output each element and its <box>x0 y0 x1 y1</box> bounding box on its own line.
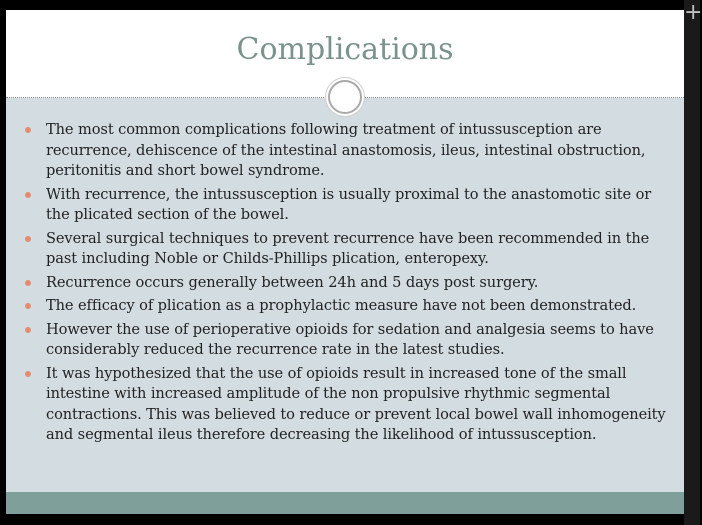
bullet-text: Recurrence occurs generally between 24h and 5 days post surgery. <box>46 273 539 291</box>
right-panel <box>684 0 700 525</box>
bullet-marker-icon <box>25 280 31 286</box>
bullet-text: With recurrence, the intussusception is usually proximal to the anastomotic site or the plicated section of the bowel. <box>46 185 652 223</box>
bullet-marker-icon <box>25 236 31 242</box>
divider-circle-ornament <box>328 80 362 114</box>
bullet-marker-icon <box>25 371 31 377</box>
bullet-item <box>20 364 670 446</box>
bullet-marker-icon <box>25 127 31 133</box>
bullet-item <box>20 273 670 294</box>
bullet-text: The most common complications following treatment of intussusception are recurrence, dehiscence of the intestinal anastomosis, ileus, intestinal obstruction, peritonitis and short bowel syndrome. <box>46 121 646 179</box>
bullet-text: The efficacy of plication as a prophylactic measure have not been demonstrated. <box>46 297 637 314</box>
bullet-item <box>20 229 670 270</box>
bullet-text: However the use of perioperative opioids for sedation and analgesia seems to have considerably reduced the recurrence rate in the latest studies. <box>46 320 654 358</box>
bullet-marker-icon <box>25 303 31 309</box>
bullet-item <box>20 185 670 226</box>
slide <box>6 10 684 514</box>
bullet-marker-icon <box>25 327 31 333</box>
bullet-text: It was hypothesized that the use of opioids result in increased tone of the small intestine with increased amplitude of the non propulsive rhythmic segmental contractions. This was believed to reduce or prevent local bowel wall inhomogeneity and segmental ileus therefore decreasing the likelihood of intussusception. <box>46 364 666 443</box>
plus-icon[interactable]: + <box>684 0 702 25</box>
bullet-list <box>20 120 670 449</box>
bullet-text: Several surgical techniques to prevent recurrence have been recommended in the past including Noble or Childs-Phillips plication, enteropexy. <box>46 229 650 267</box>
footer-bar <box>6 492 684 514</box>
bullet-item <box>20 120 670 182</box>
bullet-marker-icon <box>25 192 31 198</box>
bullet-item <box>20 296 670 317</box>
slide-title: Complications <box>236 32 454 67</box>
bullet-item <box>20 320 670 361</box>
